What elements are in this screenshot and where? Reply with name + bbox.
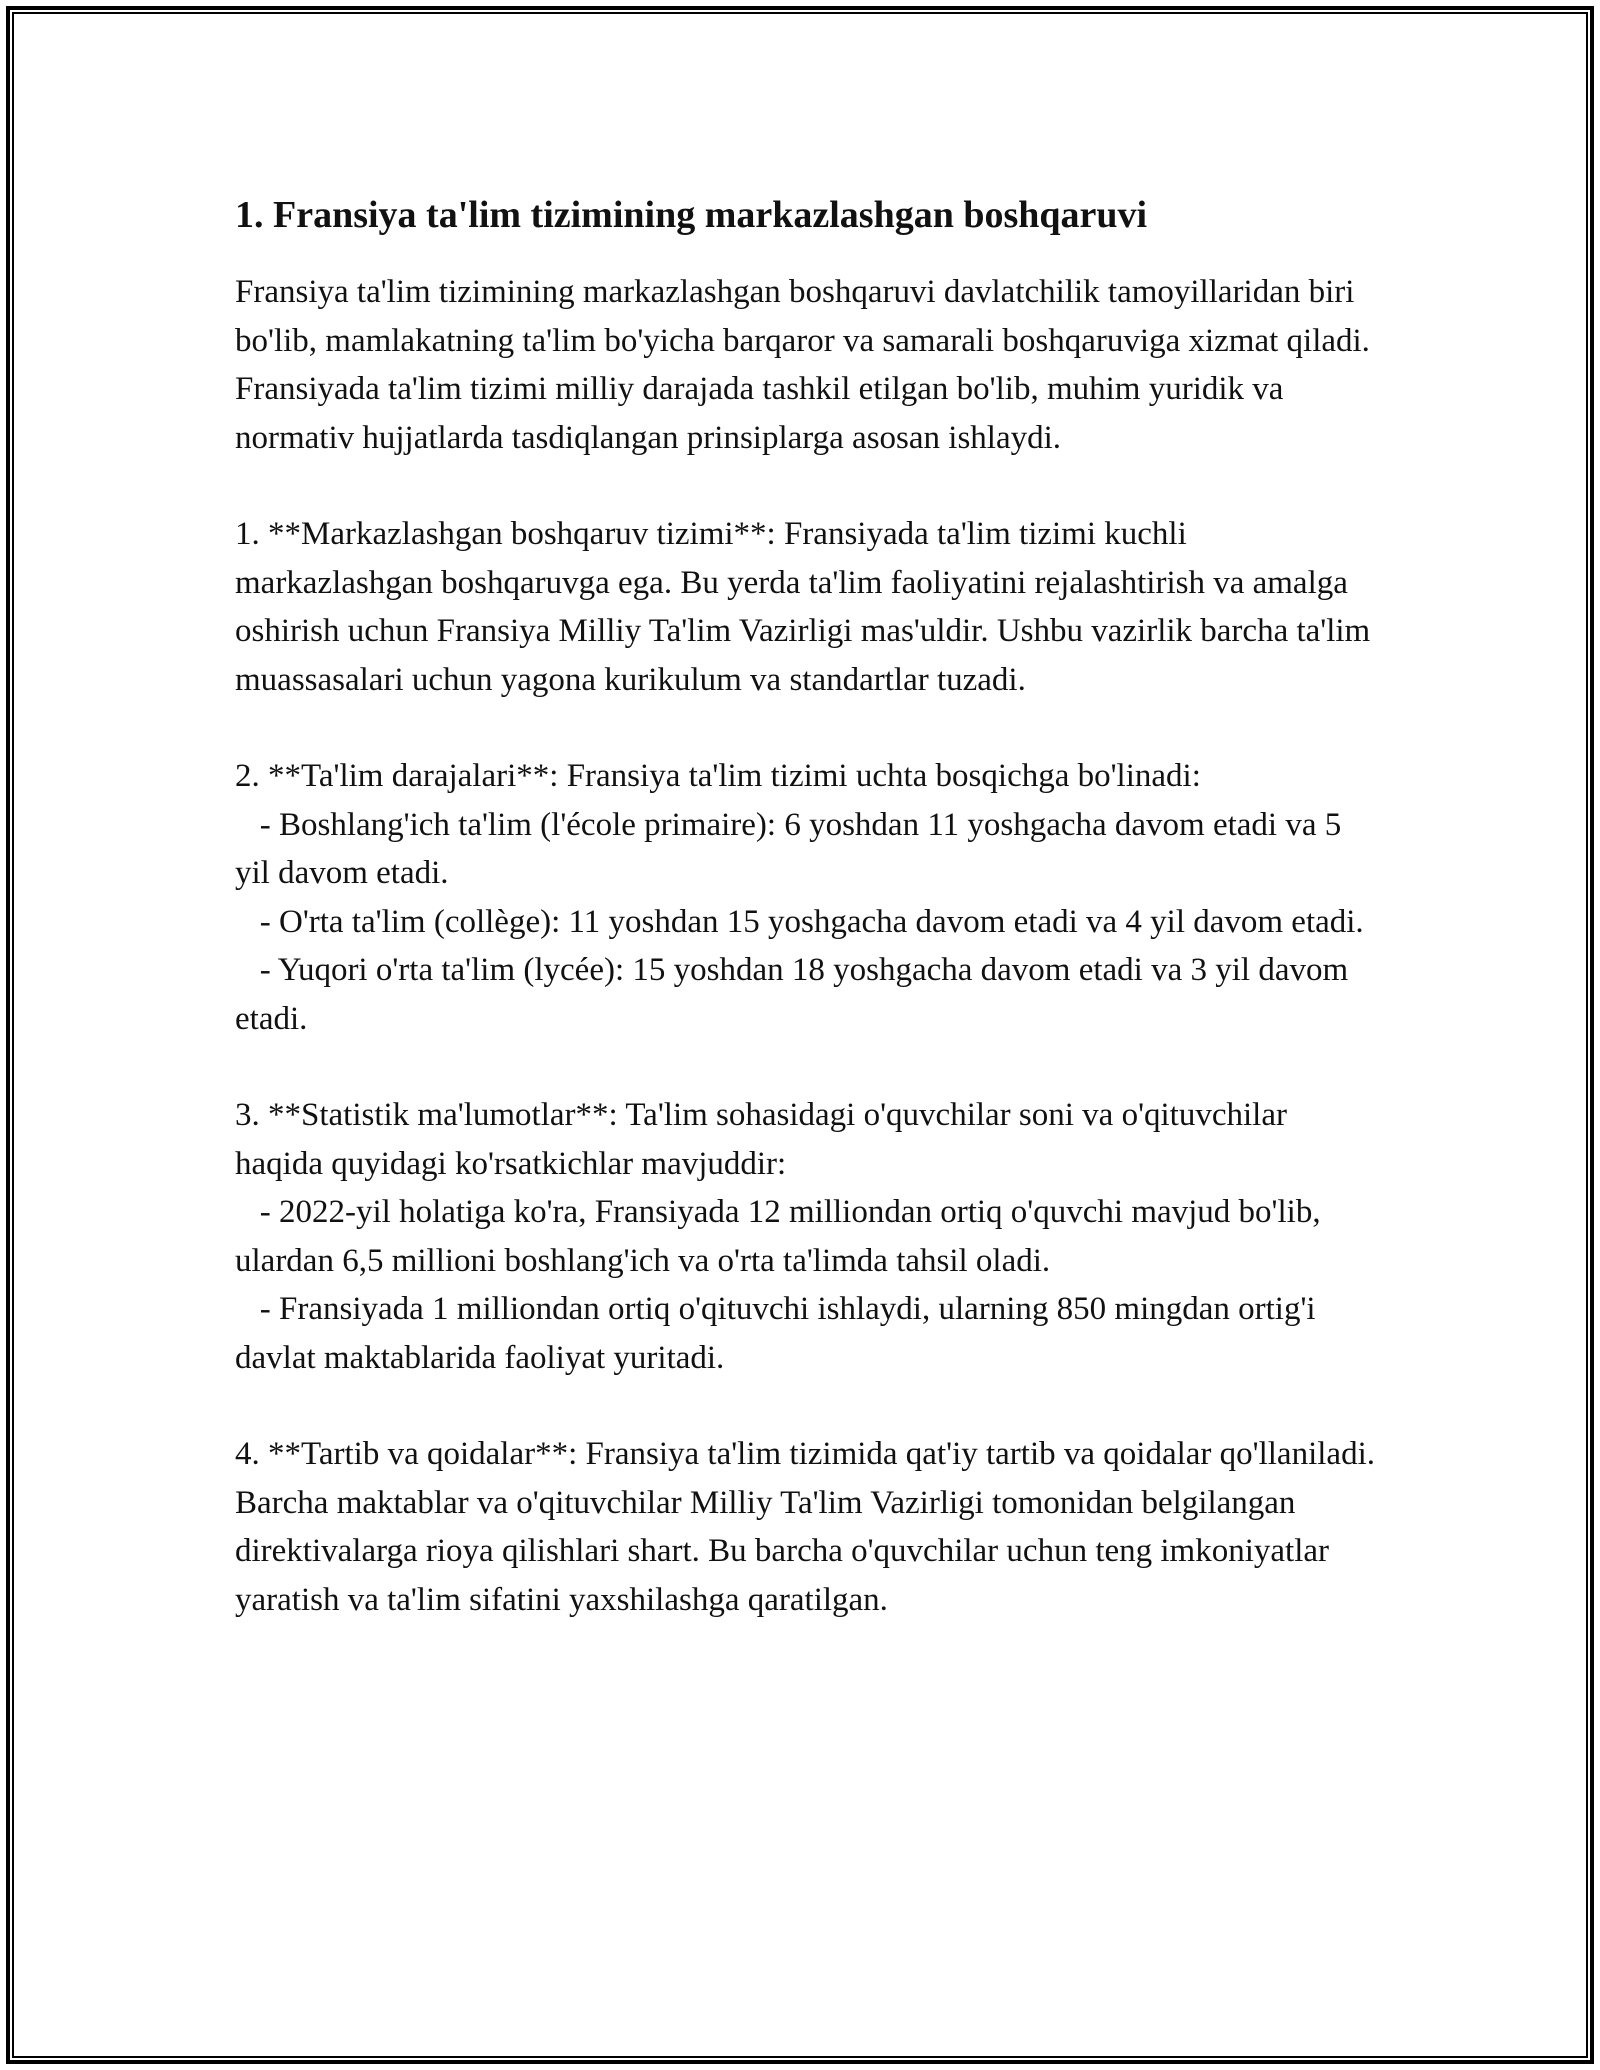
section-3-paragraph: 3. **Statistik ma'lumotlar**: Ta'lim sohasidagi o'quvchilar soni va o'qituvchilar haqida quyidagi ko'rsatkichlar mavjuddir: - 2022-yil holatiga ko'ra, Fransiyada 12 milliondan ortiq o'quvchi mavjud bo'lib, ulardan 6,5 millioni boshlang'ich va o'rta ta'limda tahsil oladi. - Fransiyada 1 milliondan ortiq o'qituvchi ishlaydi, ularning 850 mingdan ortig'i davlat maktablarida faoliyat yuritadi.: [235, 1097, 1321, 1376]
document-title: 1. Fransiya ta'lim tizimining markazlashgan boshqaruvi: [235, 194, 1148, 236]
section-1-paragraph: 1. **Markazlashgan boshqaruv tizimi**: Fransiyada ta'lim tizimi kuchli markazlashgan boshqaruvga ega. Bu yerda ta'lim faoliyatini rejalashtirish va amalga oshirish uchun Fransiya Milliy Ta'lim Vazirligi mas'uldir. Ushbu vazirlik barcha ta'lim muassasalari uchun yagona kurikulum va standartlar tuzadi.: [235, 516, 1379, 698]
section-2-paragraph: 2. **Ta'lim darajalari**: Fransiya ta'lim tizimi uchta bosqichga bo'linadi: - Boshlang'ich ta'lim (l'école primaire): 6 yoshdan 11 yoshgacha davom etadi va 5 yil davom etadi. - O'rta ta'lim (collège): 11 yoshdan 15 yoshgacha davom etadi va 4 yil davom etadi. - Yuqori o'rta ta'lim (lycée): 15 yoshdan 18 yoshgacha davom etadi va 3 yil davom etadi.: [235, 758, 1364, 1037]
document-body: [235, 188, 1384, 1672]
section-4-paragraph: 4. **Tartib va qoidalar**: Fransiya ta'lim tizimida qat'iy tartib va qoidalar qo'llaniladi. Barcha maktablar va o'qituvchilar Milliy Ta'lim Vazirligi tomonidan belgilangan direktivalarga rioya qilishlari shart. Bu barcha o'quvchilar uchun teng imkoniyatlar yaratish va ta'lim sifatini yaxshilashga qaratilgan.: [235, 1436, 1384, 1618]
intro-paragraph: Fransiya ta'lim tizimining markazlashgan boshqaruvi davlatchilik tamoyillaridan biri bo'lib, mamlakatning ta'lim bo'yicha barqaror va samarali boshqaruviga xizmat qiladi. Fransiyada ta'lim tizimi milliy darajada tashkil etilgan bo'lib, muhim yuridik va normativ hujjatlarda tasdiqlangan prinsiplarga asosan ishlaydi.: [235, 274, 1379, 456]
